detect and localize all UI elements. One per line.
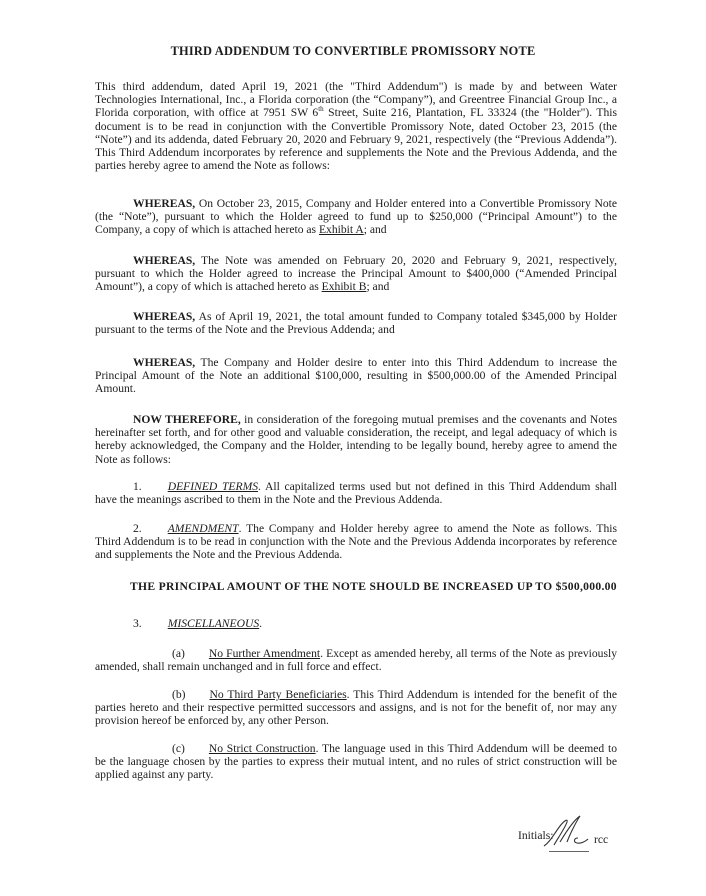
intro-text-b: Street, Suite 216, Plantation, FL 33324 (the "Holder"). This document is to be read in conjunction with the Convertible Promissory Note, dated October 23, 2015 (the “Note”) and its addenda, dated February 20, 2020 and February 9, 2021, respectively (the “Previous Addenda”). This Third Addendum incorporates by reference and supplements the Note and the Previous Addenda, and the parties hereby agree to amend the Note as follows: xyxy=(95,106,617,173)
whereas-paragraph-2 xyxy=(95,254,617,294)
subsection-a xyxy=(95,647,617,673)
whereas-text: As of April 19, 2021, the total amount funded to Company totaled $345,000 by Holder pursuant to the terms of the Note and the Previous Addenda; and xyxy=(95,310,617,337)
whereas-text: On October 23, 2015, Company and Holder entered into a Convertible Promissory Note (the “Note”), pursuant to which the Holder agreed to fund up to $250,000 (“Principal Amount”) to the Company, a copy of which is attached hereto as xyxy=(95,197,617,237)
now-therefore-text: in consideration of the foregoing mutual premises and the covenants and Notes hereinafter set forth, and for other good and valuable consideration, the receipt, and legal adequacy of which is hereby acknowledged, the Company and the Holder, intending to be legally bound, hereby agree to amend the Note as follows: xyxy=(95,413,617,466)
subsection-heading: No Strict Construction xyxy=(208,742,316,755)
section-number: 1. xyxy=(133,480,142,493)
subsection-heading: No Third Party Beneficiaries xyxy=(209,688,347,701)
section-1-defined-terms xyxy=(95,480,617,506)
initials-line xyxy=(549,851,589,852)
whereas-text-end: ; and xyxy=(366,280,390,294)
whereas-lead: WHEREAS, xyxy=(133,310,196,323)
section-2-amendment xyxy=(95,522,617,562)
subsection-heading: No Further Amendment xyxy=(208,647,321,660)
section-trail: . xyxy=(259,617,263,630)
section-heading: DEFINED TERMS xyxy=(167,480,259,493)
subsection-text: . Except as amended hereby, all terms of the Note as previously amended, shall remain unchanged and in full force and effect. xyxy=(95,647,617,674)
handwritten-initials-signature-icon xyxy=(540,812,596,852)
now-therefore-paragraph xyxy=(95,413,617,466)
subsection-label: (b) xyxy=(172,688,186,701)
intro-superscript: th xyxy=(318,105,324,114)
section-number: 3. xyxy=(133,617,142,630)
exhibit-b-reference: Exhibit B xyxy=(321,280,367,294)
whereas-lead: WHEREAS, xyxy=(133,254,196,267)
now-therefore-lead: NOW THEREFORE, xyxy=(133,413,241,426)
subsection-c xyxy=(95,742,617,782)
section-text: . The Company and Holder hereby agree to amend the Note as follows. This Third Addendum is to be read in conjunction with the Note and the Previous Addenda incorporates by reference and supplements the Note and the Previous Addenda. xyxy=(95,522,617,562)
document-title: THIRD ADDENDUM TO CONVERTIBLE PROMISSORY NOTE xyxy=(170,44,536,58)
subsection-label: (a) xyxy=(172,647,185,660)
whereas-text: The Company and Holder desire to enter into this Third Addendum to increase the Principal Amount of the Note an additional $100,000, resulting in $500,000.00 of the Amended Principal Amount. xyxy=(95,356,617,396)
whereas-text-end: ; and xyxy=(363,223,387,237)
whereas-text: The Note was amended on February 20, 2020 and February 9, 2021, respectively, pursuant to which the Holder agreed to increase the Principal Amount to $400,000 (“Amended Principal Amount”), a copy of which is attached hereto as xyxy=(95,254,617,294)
initials-label: Initials: xyxy=(518,829,554,842)
exhibit-a-reference: Exhibit A xyxy=(318,223,364,237)
whereas-paragraph-1 xyxy=(95,197,617,237)
whereas-paragraph-4 xyxy=(95,356,617,396)
section-number: 2. xyxy=(133,522,142,535)
whereas-paragraph-3 xyxy=(95,310,617,336)
whereas-lead: WHEREAS, xyxy=(133,197,196,210)
principal-increase-statement: THE PRINCIPAL AMOUNT OF THE NOTE SHOULD BE INCREASED UP TO $500,000.00 xyxy=(130,580,617,593)
intro-text-a: This third addendum, dated April 19, 2021 (the "Third Addendum") is made by and between Water Technologies International, Inc., a Florida corporation (the “Company”), and Greentree Financial Group Inc., a Florida corporation, with office at 7951 SW 6 xyxy=(95,80,617,120)
subsection-text: . The language used in this Third Addendum will be deemed to be the language chosen by the parties to express their mutual intent, and no rules of strict construction will be applied against any party. xyxy=(95,742,617,782)
initials-value: rcc xyxy=(594,833,609,846)
whereas-lead: WHEREAS, xyxy=(133,356,196,369)
subsection-b xyxy=(95,688,617,728)
section-heading: AMENDMENT xyxy=(167,522,239,535)
intro-paragraph xyxy=(95,80,617,172)
subsection-text: . This Third Addendum is intended for the benefit of the parties hereto and their respective permitted successors and assigns, and is not for the benefit of, nor may any provision hereof be enforced by, any other Person. xyxy=(95,688,617,728)
section-3-miscellaneous xyxy=(95,617,617,630)
section-heading: MISCELLANEOUS xyxy=(167,617,260,630)
subsection-label: (c) xyxy=(172,742,185,755)
section-text: . All capitalized terms used but not defined in this Third Addendum shall have the meanings ascribed to them in the Note and the Previous Addenda. xyxy=(95,480,617,507)
